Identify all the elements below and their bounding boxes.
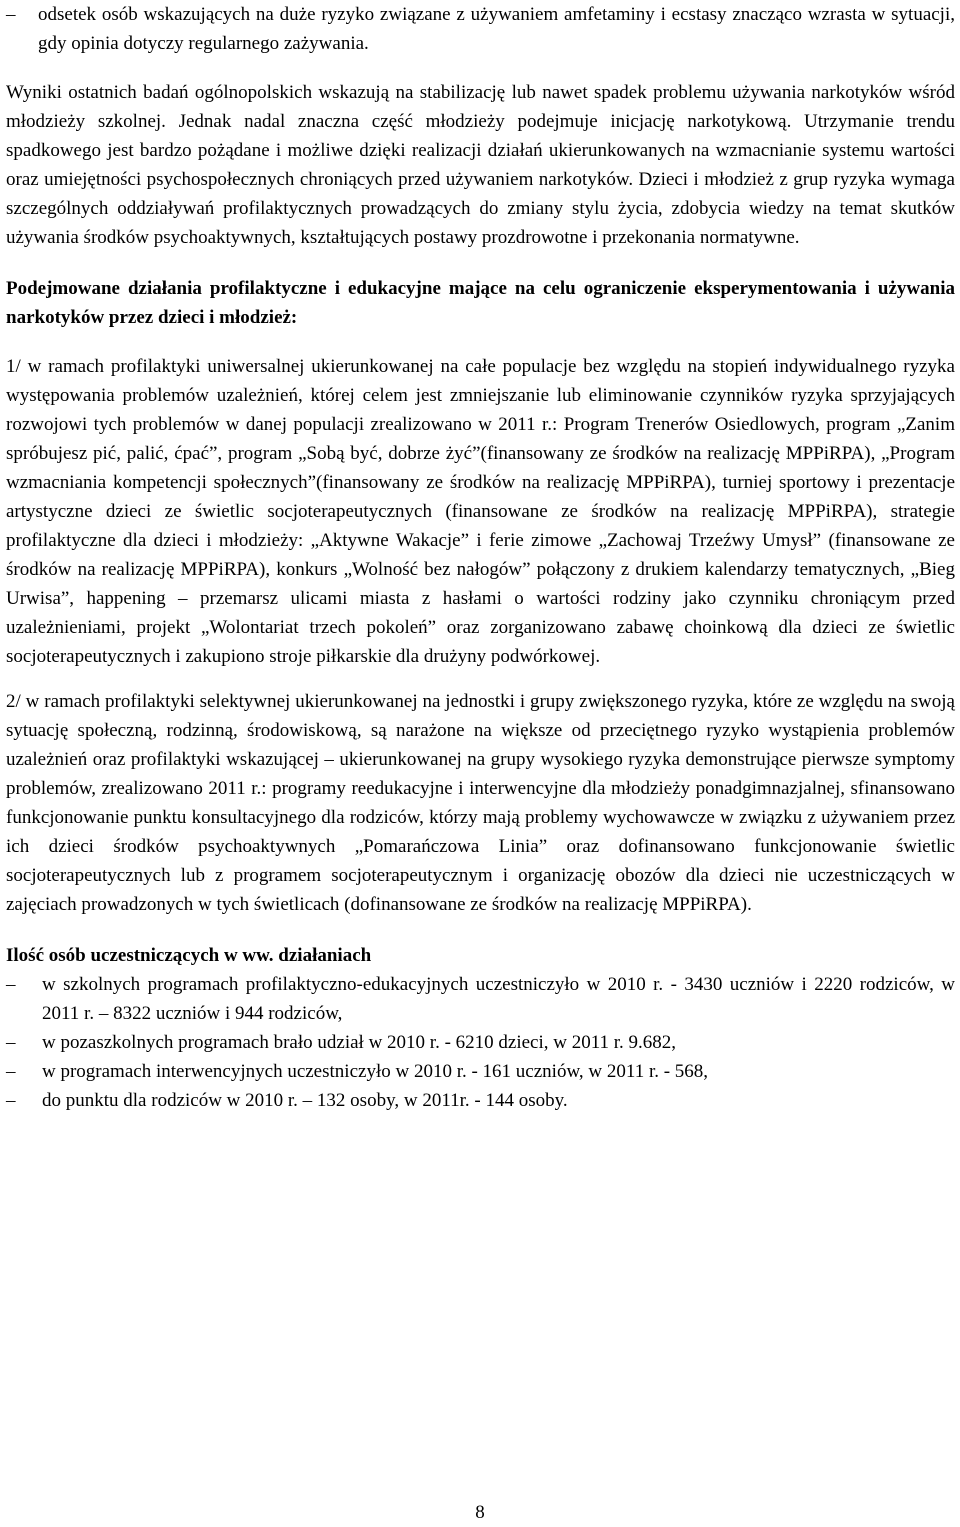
list-item: [6, 1057, 955, 1086]
list-item-text: w pozaszkolnych programach brało udział w 2010 r. - 6210 dzieci, w 2011 r. 9.682,: [42, 1032, 677, 1053]
participants-heading: Ilość osób uczestniczących w ww. działaniach: [6, 945, 372, 966]
list-item: [6, 970, 955, 1028]
paragraph-trends: Wyniki ostatnich badań ogólnopolskich wskazują na stabilizację lub nawet spadek problemu używania narkotyków wśród młodzieży szkolnej. Jednak nadal znaczna część młodzieży podejmuje inicjację narkotykową. Utrzymanie trendu spadkowego jest bardzo pożądane i możliwe dzięki realizacji działań ukierunkowanych na wzmacnianie systemu wartości oraz umiejętności psychospołecznych chroniących przed używaniem narkotyków. Dzieci i młodzież z grup ryzyka wymaga szczególnych oddziaływań profilaktycznych prowadzących do zmiany stylu życia, zdobycia wiedzy na temat skutków używania środków psychoaktywnych, kształtujących postawy prozdrowotne i przekonania normatywne.: [6, 82, 955, 248]
page-number: 8: [475, 1502, 485, 1523]
list-item-text: do punktu dla rodziców w 2010 r. – 132 osoby, w 2011r. - 144 osoby.: [42, 1090, 568, 1111]
document-page: [6, 0, 955, 1115]
list-item: [6, 1086, 955, 1115]
list-item: [6, 0, 955, 58]
list-item-text: w szkolnych programach profilaktyczno-edukacyjnych uczestniczyło w 2010 r. - 3430 uczniów i 2220 rodziców, w 2011 r. – 8322 uczniów i 944 rodziców,: [42, 974, 955, 1024]
list-item-text: w programach interwencyjnych uczestniczyło w 2010 r. - 161 uczniów, w 2011 r. - 568,: [42, 1061, 709, 1082]
paragraph-selective-prevention: 2/ w ramach profilaktyki selektywnej ukierunkowanej na jednostki i grupy zwiększonego ryzyka, które ze względu na swoją sytuację społeczną, rodzinną, środowiskową, są narażone na większe od przeciętnego ryzyko wystąpienia problemów uzależnień oraz profilaktyki wskazującej – ukierunkowanej na grupy wysokiego ryzyka demonstrujące pierwsze symptomy problemów, zrealizowano 2011 r.: programy reedukacyjne i interwencyjne dla młodzieży ponadgimnazjalnej, sfinansowano funkcjonowanie punktu konsultacyjnego dla rodziców, którzy mają problemy wychowawcze w związku z używaniem przez ich dzieci środków psychoaktywnych „Pomarańczowa Linia” oraz dofinansowano funkcjonowanie świetlic socjoterapeutycznych lub z programem socjoterapeutycznym i organizację obozów dla dzieci nie uczestniczących w zajęciach prowadzonych w tych świetlicach (dofinansowane ze środków na realizację MPPiRPA).: [6, 691, 955, 915]
list-item-text: odsetek osób wskazujących na duże ryzyko związane z używaniem amfetaminy i ecstasy znacząco wzrasta w sytuacji, gdy opinia dotyczy regularnego zażywania.: [38, 4, 955, 54]
list-item: [6, 1028, 955, 1057]
dash-bullet-icon: –: [6, 1090, 16, 1111]
section-heading: Podejmowane działania profilaktyczne i edukacyjne mające na celu ograniczenie eksperymentowania i używania narkotyków przez dzieci i młodzież:: [6, 278, 955, 328]
participants-list: [6, 970, 955, 1115]
intro-list: [6, 0, 955, 58]
dash-bullet-icon: –: [6, 1032, 16, 1053]
dash-bullet-icon: –: [6, 974, 16, 995]
dash-bullet-icon: –: [6, 1061, 16, 1082]
dash-bullet-icon: –: [6, 4, 16, 25]
paragraph-universal-prevention: 1/ w ramach profilaktyki uniwersalnej ukierunkowanej na całe populacje bez względu na stopień indywidualnego ryzyka występowania problemów uzależnień, której celem jest zmniejszanie lub eliminowanie czynników ryzyka sprzyjających rozwojowi tych problemów w danej populacji zrealizowano w 2011 r.: Program Trenerów Osiedlowych, program „Zanim spróbujesz pić, palić, ćpać”, program „Sobą być, dobrze żyć”(finansowany ze środków na realizację MPPiRPA), „Program wzmacniania kompetencji społecznych”(finansowany ze środków na realizację MPPiRPA), turniej sportowy i prezentacje artystyczne dzieci ze świetlic socjoterapeutycznych (finansowane ze środków na realizację MPPiRPA), strategie profilaktyczne dla dzieci i młodzieży: „Aktywne Wakacje” i ferie zimowe „Zachowaj Trzeźwy Umysł” (finansowane ze środków na realizację MPPiRPA), konkurs „Wolność bez nałogów” połączony z drukiem kalendarzy tematycznych, „Bieg Urwisa”, happening – przemarsz ulicami miasta z hasłami o wartości rodziny jako czynniku chroniącym przed uzależnieniami, projekt „Wolontariat trzech pokoleń” oraz zorganizowano zabawę choinkową dla dzieci ze świetlic socjoterapeutycznych i zakupiono stroje piłkarskie dla drużyny podwórkowej.: [6, 356, 955, 667]
